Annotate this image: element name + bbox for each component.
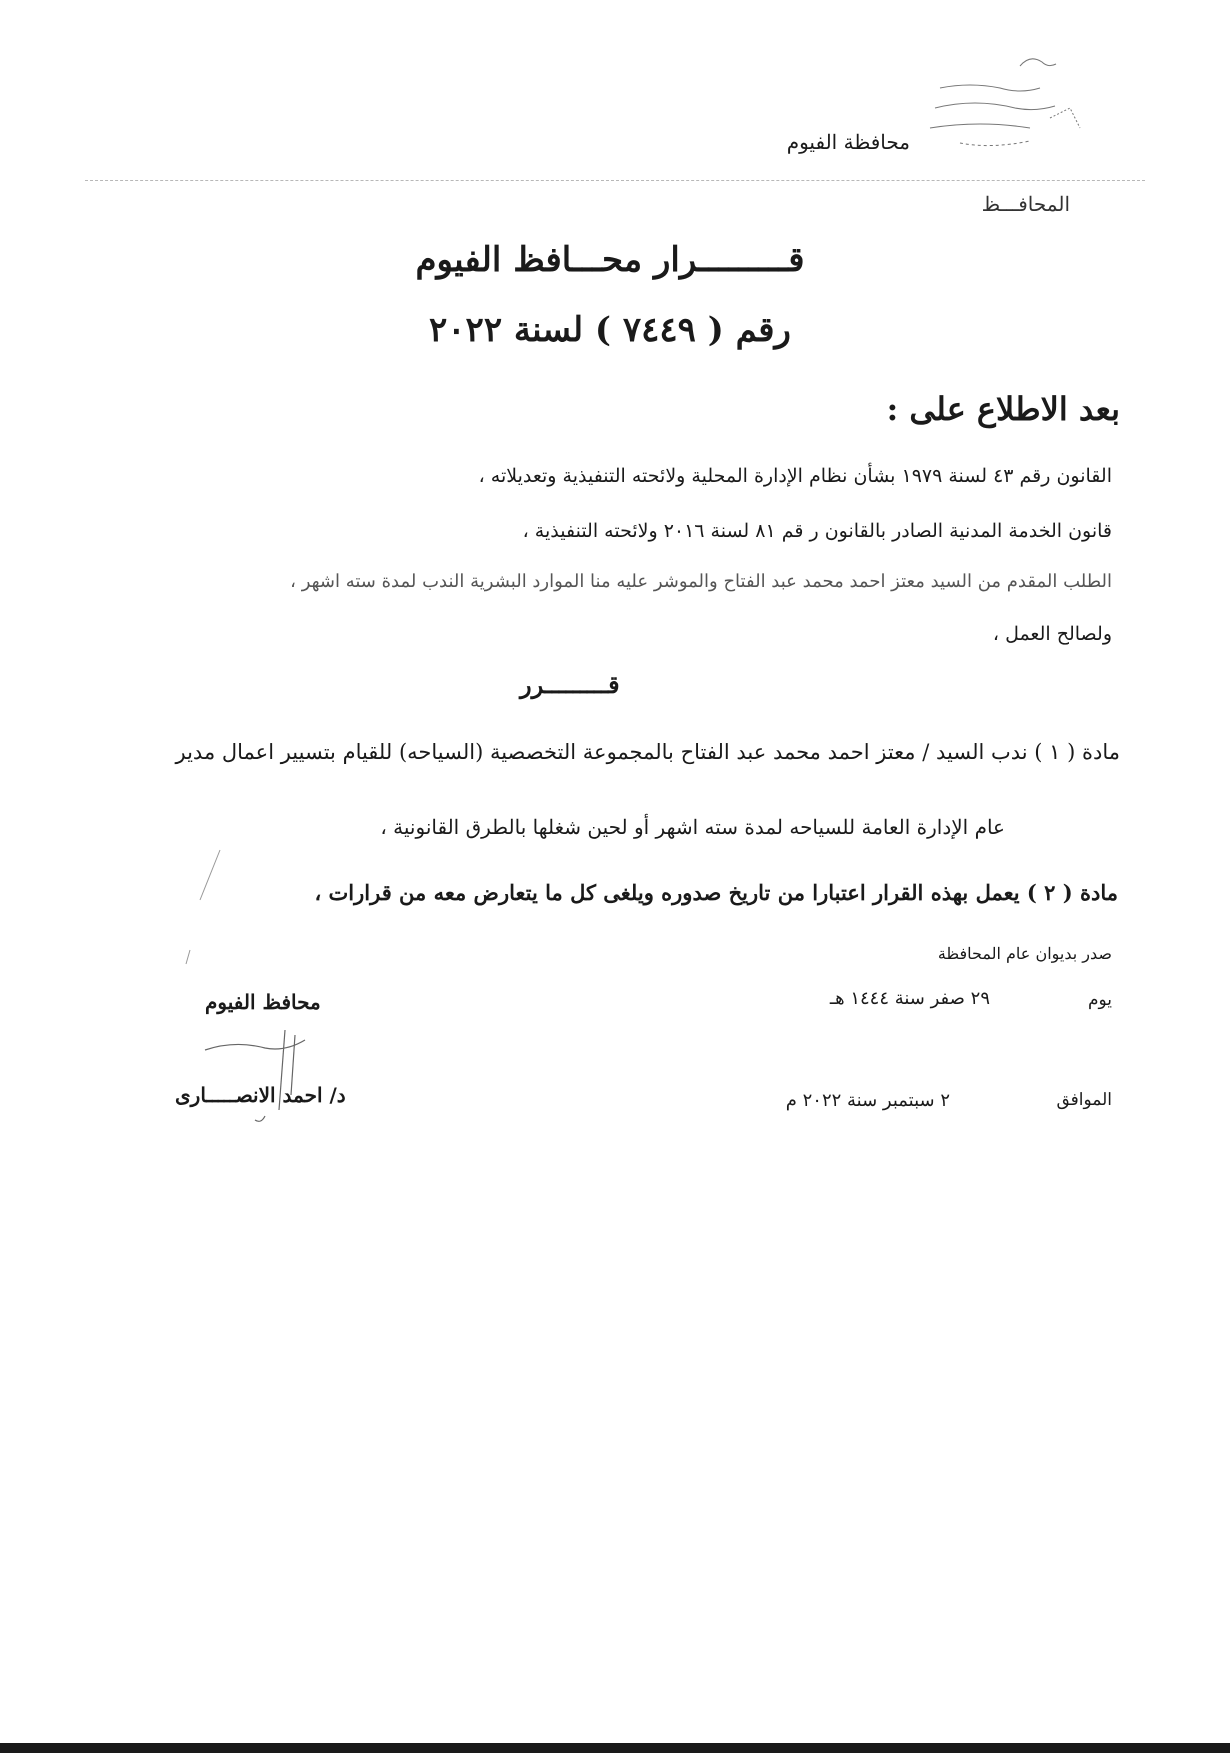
- header-divider: [85, 180, 1145, 181]
- signature-icon: [195, 1010, 335, 1130]
- preamble-clause: الطلب المقدم من السيد معتز احمد محمد عبد الفتاح والموشر عليه منا الموارد البشرية الندب لمدة سته اشهر ،: [290, 571, 1112, 592]
- issued-at-label: صدر بديوان عام المحافظة: [937, 944, 1112, 963]
- decree-number: رقم ( ٧٤٤٩ ) لسنة ٢٠٢٢: [429, 310, 791, 350]
- office-label: المحافـــظ: [981, 192, 1070, 216]
- corresponding-label: الموافق: [1056, 1090, 1112, 1110]
- decision-heading: قـــــــــرر: [520, 670, 620, 699]
- decree-title: قـــــــــرار محـــافظ الفيوم: [415, 240, 805, 280]
- gregorian-date: ٢ سبتمبر سنة ٢٠٢٢ م: [785, 1090, 950, 1111]
- scan-mark-icon: [170, 840, 230, 980]
- preamble-clause: ولصالح العمل ،: [992, 623, 1112, 645]
- scan-bottom-edge: [0, 1743, 1230, 1753]
- governorate-label: محافظة الفيوم: [786, 130, 910, 154]
- article-1-line-1: مادة ( ١ ) ندب السيد / معتز احمد محمد عبد الفتاح بالمجموعة التخصصية (السياحه) للقيام بتسيير اعمال مدير: [175, 740, 1120, 764]
- preamble-clause: قانون الخدمة المدنية الصادر بالقانون ر قم ٨١ لسنة ٢٠١٦ ولائحته التنفيذية ،: [522, 520, 1112, 542]
- preamble-clause: القانون رقم ٤٣ لسنة ١٩٧٩ بشأن نظام الإدارة المحلية ولائحته التنفيذية وتعديلاته ،: [478, 465, 1112, 487]
- hijri-date: ٢٩ صفر سنة ١٤٤٤ هـ: [829, 988, 990, 1009]
- article-1-line-2: عام الإدارة العامة للسياحه لمدة سته اشهر أو لحين شغلها بالطرق القانونية ،: [380, 815, 1005, 839]
- preamble-heading: بعد الاطلاع على :: [886, 390, 1120, 428]
- day-label: يوم: [1087, 990, 1112, 1010]
- official-stamp-icon: [900, 48, 1090, 158]
- signatory-title: محافظ الفيوم: [205, 990, 321, 1014]
- signatory-name: د/ احمد الانصـــــارى: [175, 1083, 346, 1107]
- article-2: مادة ( ٢ ) يعمل بهذه القرار اعتبارا من تاريخ صدوره ويلغى كل ما يتعارض معه من قرارات ،: [314, 880, 1118, 905]
